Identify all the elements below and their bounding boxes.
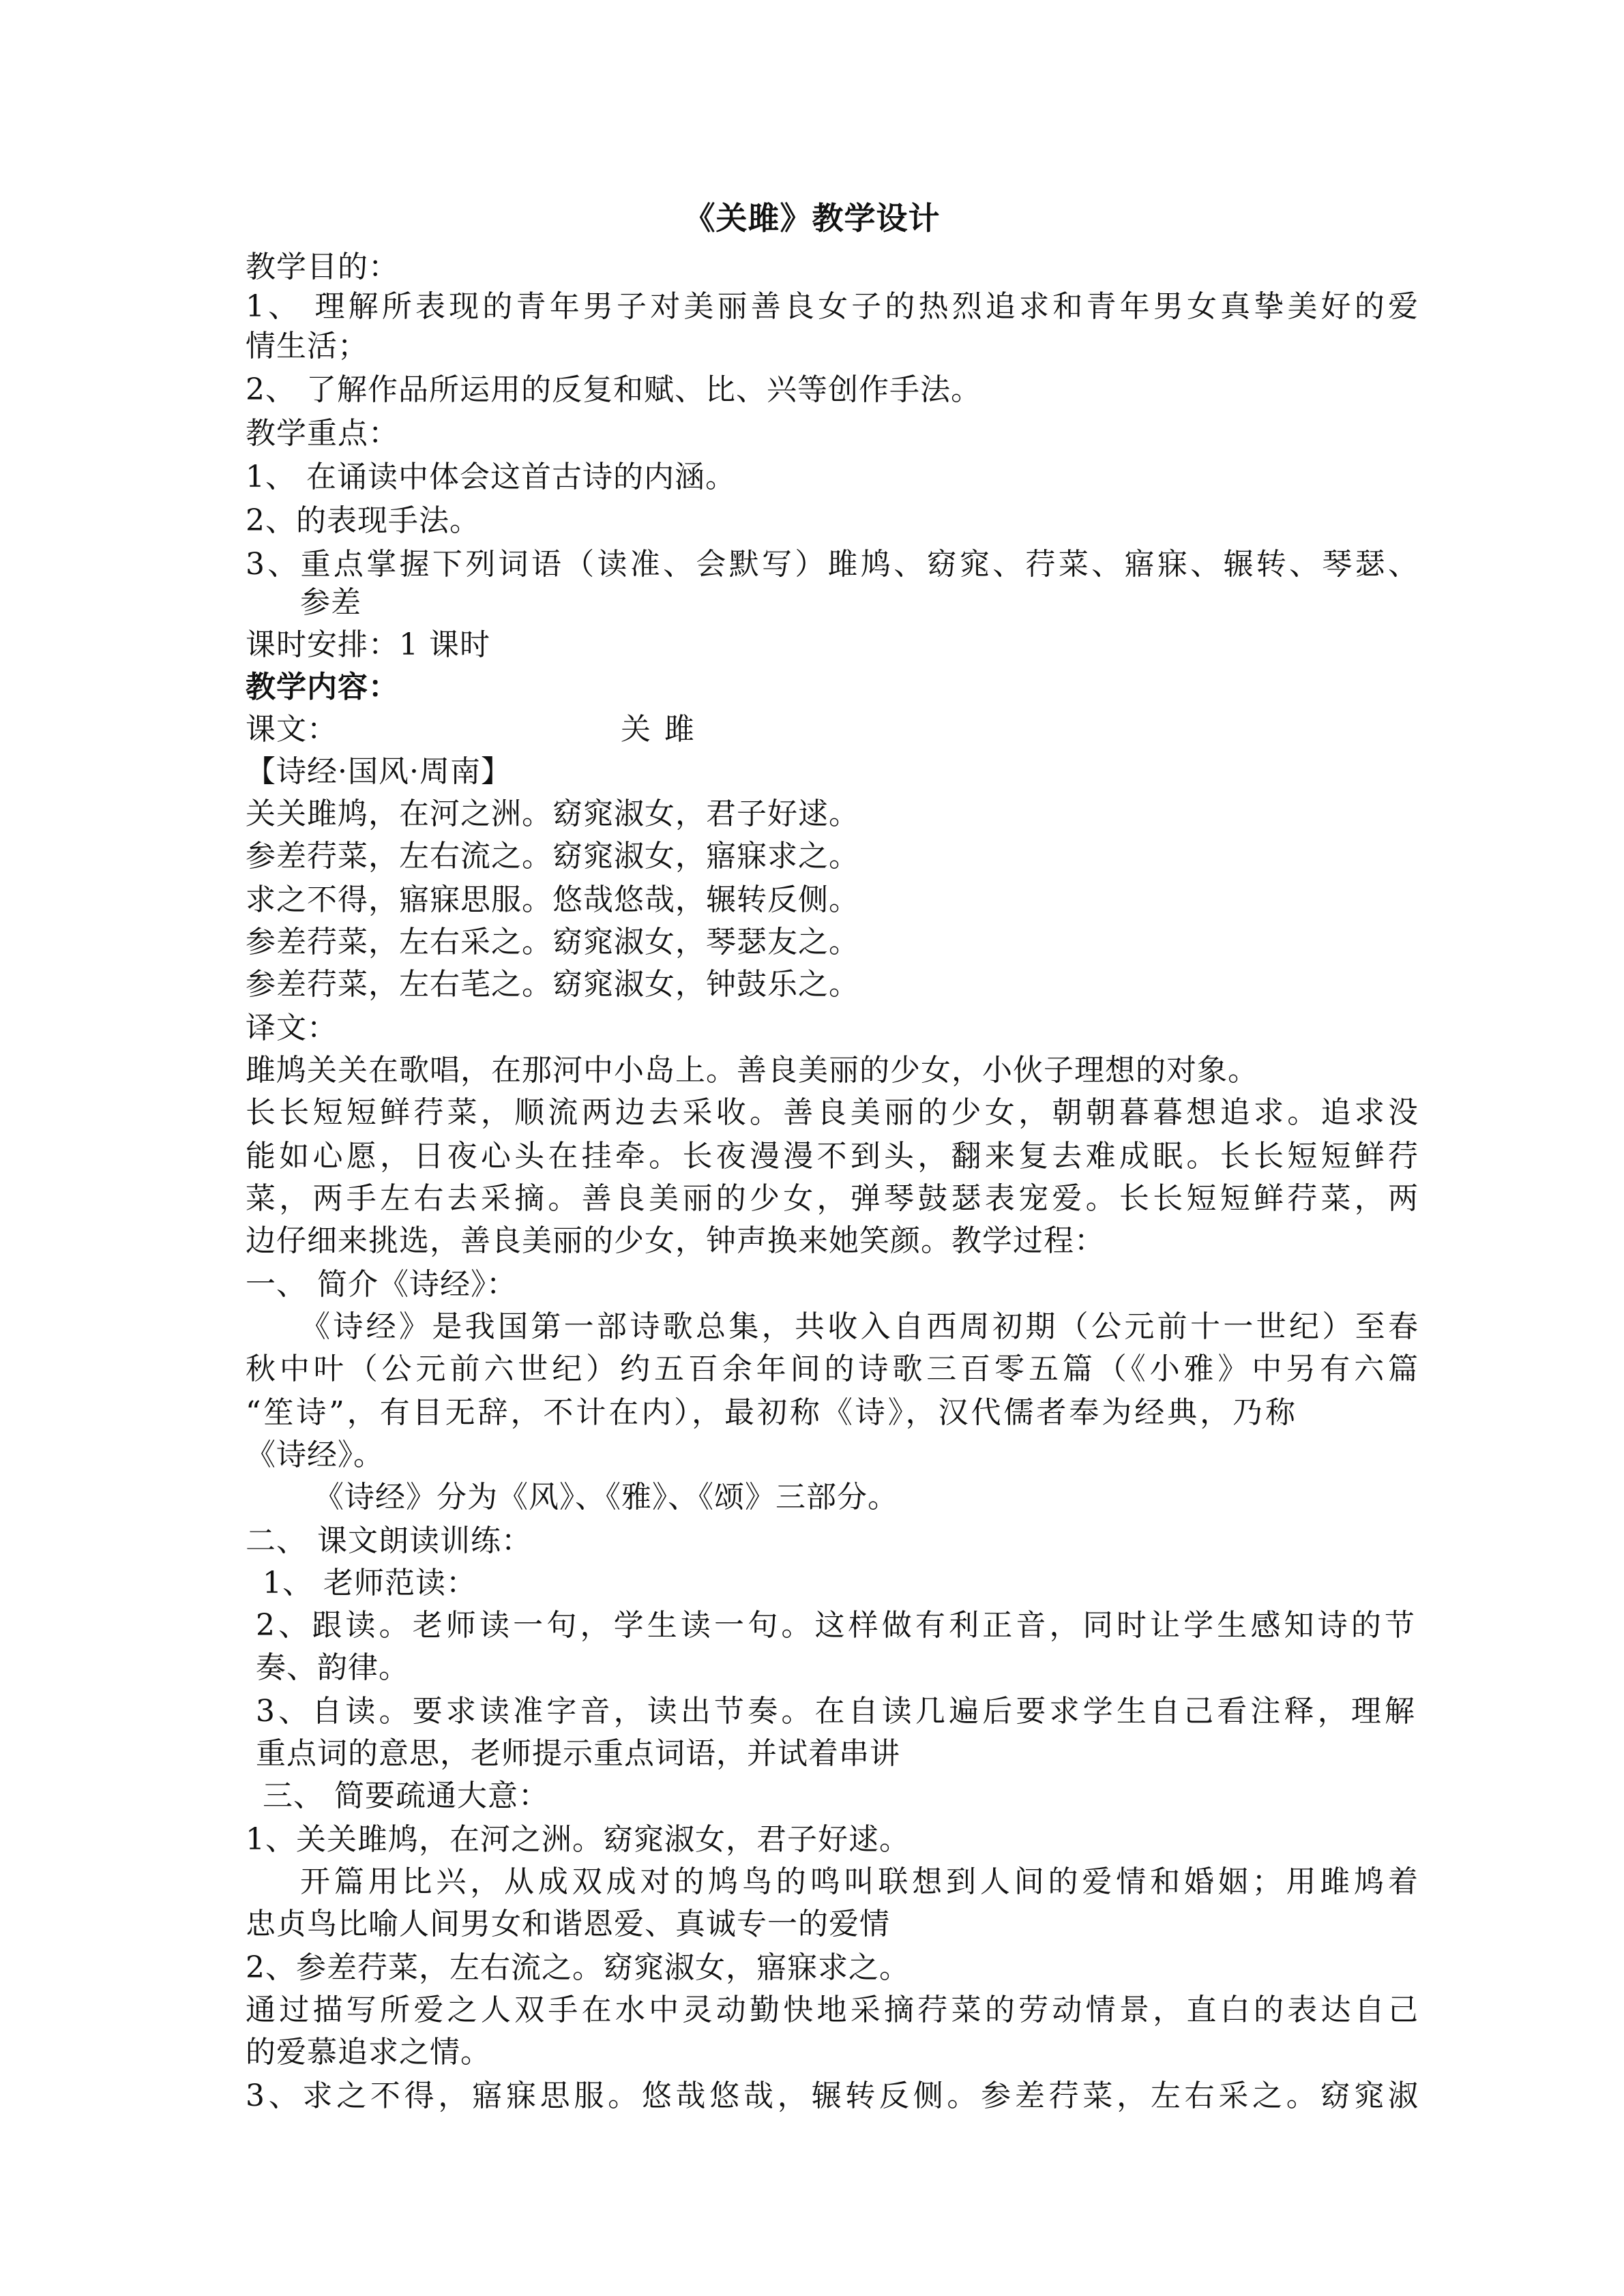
section-1-line: “笙诗”，有目无辞，不计在内），最初称《诗》，汉代儒者奉为经典，乃称	[246, 1395, 1296, 1430]
poem-line: 求之不得，寤寐思服。悠哉悠哉，辗转反侧。	[246, 882, 859, 917]
translation-heading: 译文：	[246, 1011, 338, 1045]
focus-3-line-2: 参差	[300, 585, 361, 620]
focus-heading: 教学重点：	[246, 416, 399, 451]
section-3-heading: 三、 简要疏通大意：	[263, 1778, 549, 1813]
document-title: 《关雎》教学设计	[683, 200, 941, 237]
poem-line: 参差荇菜，左右芼之。窈窕淑女，钟鼓乐之。	[246, 967, 859, 1002]
focus-3-line-1: 3、重点掌握下列词语（读准、会默写）雎鸠、窈窕、荇菜、寤寐、辗转、琴瑟、	[246, 547, 1419, 582]
text-label: 课文：	[246, 712, 338, 747]
section-2-item-2-line-2: 奏、韵律。	[256, 1650, 409, 1685]
poem-line: 关关雎鸠，在河之洲。窈窕淑女，君子好逑。	[246, 796, 859, 831]
section-2-item-1: 1、 老师范读：	[263, 1566, 477, 1600]
poem-line: 参差荇菜，左右流之。窈窕淑女，寤寐求之。	[246, 839, 859, 874]
translation-line: 雎鸠关关在歌唱，在那河中小岛上。善良美丽的少女，小伙子理想的对象。	[246, 1053, 1258, 1088]
goal-2: 2、 了解作品所运用的反复和赋、比、兴等创作手法。	[246, 372, 981, 407]
section-1-line: 《诗经》。	[246, 1437, 384, 1472]
section-2-item-3-line-1: 3、自读。要求读准字音，读出节奏。在自读几遍后要求学生自己看注释，理解	[256, 1694, 1415, 1729]
section-3-item-3: 3、求之不得，寤寐思服。悠哉悠哉，辗转反侧。参差荇菜，左右采之。窈窕淑	[246, 2078, 1419, 2113]
section-3-item-1: 1、关关雎鸠，在河之洲。窈窕淑女，君子好逑。	[246, 1822, 910, 1857]
section-3-item-2: 2、参差荇菜，左右流之。窈窕淑女，寤寐求之。	[246, 1950, 910, 1985]
focus-2: 2、的表现手法。	[246, 503, 480, 538]
section-2-heading: 二、 课文朗读训练：	[246, 1523, 532, 1558]
poem-source: 【诗经·国风·周南】	[246, 754, 512, 789]
section-2-item-2-line-1: 2、跟读。老师读一句，学生读一句。这样做有利正音，同时让学生感知诗的节	[256, 1608, 1415, 1643]
focus-1: 1、 在诵读中体会这首古诗的内涵。	[246, 460, 736, 494]
section-1-heading: 一、 简介《诗经》：	[246, 1267, 517, 1302]
section-3-item-2-note-line-2: 的爱慕追求之情。	[246, 2035, 491, 2070]
content-heading: 教学内容：	[246, 670, 399, 704]
poem-line: 参差荇菜，左右采之。窈窕淑女，琴瑟友之。	[246, 925, 859, 959]
section-3-item-1-note-line-1: 开篇用比兴，从成双成对的鸠鸟的鸣叫联想到人间的爱情和婚姻；用雎鸠着	[300, 1864, 1419, 1899]
section-2-item-3-line-2: 重点词的意思，老师提示重点词语，并试着串讲	[256, 1736, 900, 1771]
translation-line: 长长短短鲜荇菜，顺流两边去采收。善良美丽的少女，朝朝暮暮想追求。追求没	[246, 1095, 1419, 1130]
translation-line: 边仔细来挑选，善良美丽的少女，钟声换来她笑颜。教学过程：	[246, 1223, 1105, 1258]
section-3-item-1-note-line-2: 忠贞鸟比喻人间男女和谐恩爱、真诚专一的爱情	[246, 1907, 890, 1941]
section-1-line: 秋中叶（公元前六世纪）约五百余年间的诗歌三百零五篇（《小雅》中另有六篇	[246, 1352, 1419, 1386]
poem-title: 关雎	[621, 712, 708, 747]
translation-line: 能如心愿，日夜心头在挂牵。长夜漫漫不到头，翻来复去难成眠。长长短短鲜荇	[246, 1139, 1419, 1174]
section-1-line: 《诗经》是我国第一部诗歌总集，共收入自西周初期（公元前十一世纪）至春	[300, 1309, 1419, 1344]
goals-heading: 教学目的：	[246, 250, 399, 284]
section-3-item-2-note-line-1: 通过描写所爱之人双手在水中灵动勤快地采摘荇菜的劳动情景，直白的表达自己	[246, 1993, 1419, 2027]
goal-1-line-1: 1、 理解所表现的青年男子对美丽善良女子的热烈追求和青年男女真挚美好的爱	[246, 289, 1419, 324]
translation-line: 菜，两手左右去采摘。善良美丽的少女，弹琴鼓瑟表宠爱。长长短短鲜荇菜，两	[246, 1181, 1419, 1216]
schedule: 课时安排：1 课时	[246, 627, 490, 662]
goal-1-line-2: 情生活；	[246, 329, 368, 363]
section-1-parts: 《诗经》分为《风》、《雅》、《颂》三部分。	[314, 1480, 898, 1515]
